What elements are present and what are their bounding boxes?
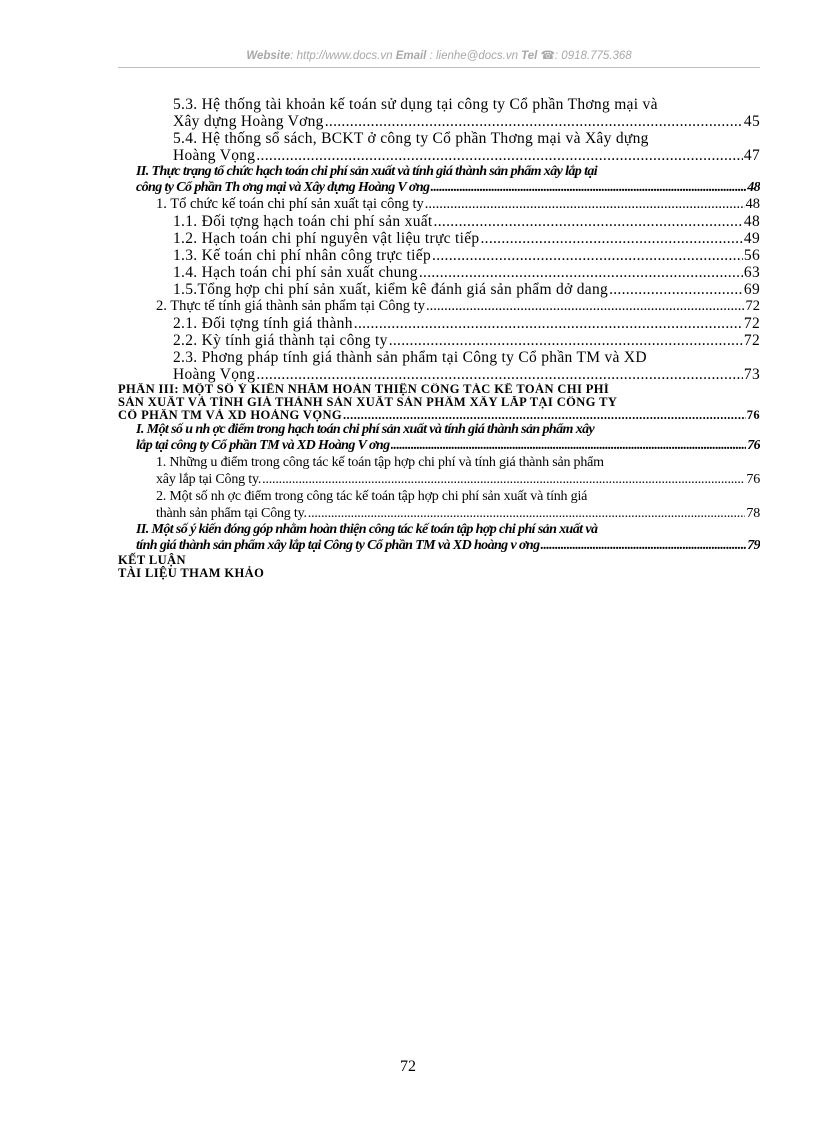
phone-icon: ☎	[540, 50, 555, 62]
website-value: : http://www.docs.vn	[290, 50, 393, 62]
toc-entry-text: 1.1. Đối tợng hạch toán chi phí sản xuất	[173, 213, 433, 230]
dot-leader	[262, 471, 745, 488]
dot-leader	[419, 264, 743, 281]
toc-entry-text: SẢN XUẤT VÀ TÍNH GIÁ THÀNH SẢN XUẤT SẢN PHẨM XÂY LẮP TẠI CÔNG TY	[118, 396, 618, 409]
dot-leader	[434, 213, 743, 230]
toc-entry-text: tính giá thành sản phẩm xây lắp tại Công ty Cổ phần TM và XD hoàng v ơng	[136, 538, 540, 553]
toc-page: 48	[743, 213, 760, 230]
toc-entry-text: Hoàng Vọng	[173, 366, 256, 383]
toc-entry-text: PHẦN III: MỘT SỐ Ý KIẾN NHẰM HOÀN THIỆN CÔNG TÁC KẾ TOÁN CHI PHÍ	[118, 383, 610, 396]
toc-entry-2-1	[136, 315, 760, 332]
toc-entry-iii-1	[136, 454, 760, 488]
toc-entry-1	[136, 196, 760, 213]
dot-leader	[609, 281, 743, 298]
toc-entry-text: I. Một số u nh ợc điểm trong hạch toán chi phí sản xuất và tính giá thành sản phẩm xây	[136, 422, 595, 437]
toc-entry-text: công ty Cổ phần Th ơng mại và Xây dựng Hoàng V ơng	[136, 180, 430, 195]
dot-leader	[391, 438, 747, 454]
toc-entry-2-3	[136, 349, 760, 383]
toc-entry-text: CỔ PHẦN TM VÀ XD HOÀNG VỌNG	[118, 409, 343, 422]
email-value: : lienhe@docs.vn	[429, 50, 518, 62]
table-of-contents	[118, 96, 760, 580]
toc-page: 56	[743, 247, 760, 264]
toc-conclusion: KẾT LUẬN	[118, 553, 186, 567]
toc-entry-text: 1. Những u điểm trong công tác kế toán tập hợp chi phí và tính giá thành sản phẩm	[156, 455, 604, 470]
toc-entry-text: 1.5.Tổng hợp chi phí sản xuất, kiểm kê đánh giá sản phẩm dở dang	[173, 281, 609, 298]
toc-entry-text: Xây dựng Hoàng Vơng	[173, 113, 324, 130]
dot-leader	[432, 247, 743, 264]
dot-leader	[540, 538, 746, 554]
dot-leader	[256, 147, 743, 164]
toc-entry-text: 2.2. Kỳ tính giá thành tại công ty	[173, 332, 388, 349]
toc-entry-text: 2. Thực tế tính giá thành sản phẩm tại Công ty	[156, 298, 425, 314]
toc-page: 69	[743, 281, 760, 298]
toc-section-ii	[136, 164, 760, 196]
dot-leader	[426, 298, 745, 315]
toc-entry-text: 5.3. Hệ thống tài khoản kế toán sử dụng tại công ty Cổ phần Thơng mại và	[173, 96, 658, 113]
toc-entry-text: 1.3. Kế toán chi phí nhân công trực tiếp	[173, 247, 432, 264]
toc-entry-text: 1.4. Hạch toán chi phí sản xuất chung	[173, 264, 418, 281]
dot-leader	[389, 332, 743, 349]
toc-entry-text: II. Thực trạng tổ chức hạch toán chi phí sản xuất và tính giá thành sản phẩm xây lắp tại	[136, 164, 598, 179]
toc-entry-text: 2.1. Đối tợng tính giá thành	[173, 315, 353, 332]
toc-entry-1-5	[136, 281, 760, 298]
toc-part-iii	[118, 383, 760, 422]
dot-leader	[343, 409, 746, 422]
toc-entry-5-3	[136, 96, 760, 130]
toc-page: 45	[743, 113, 760, 130]
toc-entry-1-4	[136, 264, 760, 281]
toc-entry-text: lắp tại công ty Cổ phần TM và XD Hoàng V ơng	[136, 438, 390, 453]
toc-page: 72	[743, 332, 760, 349]
toc-references: TÀI LIỆU THAM KHẢO	[118, 566, 265, 580]
website-label: Website	[246, 50, 291, 62]
toc-entry-5-4	[136, 130, 760, 164]
email-label: Email	[395, 50, 427, 62]
toc-page: 49	[743, 230, 760, 247]
toc-page: 79	[747, 538, 760, 553]
toc-entry-1-3	[136, 247, 760, 264]
toc-page: 76	[747, 438, 760, 453]
toc-entry-iii-2	[136, 488, 760, 522]
toc-entry-text: 5.4. Hệ thống sổ sách, BCKT ở công ty Cổ phần Thơng mại và Xây dựng	[173, 130, 649, 147]
toc-entry-2-2	[136, 332, 760, 349]
toc-entry-text: 1. Tổ chức kế toán chi phí sản xuất tại công ty	[156, 196, 424, 212]
toc-page: 47	[743, 147, 760, 164]
page-header	[118, 48, 760, 68]
toc-page: 76	[746, 472, 760, 487]
toc-entry-1-1	[136, 213, 760, 230]
dot-leader	[425, 196, 745, 213]
toc-page: 73	[743, 366, 760, 383]
dot-leader	[325, 113, 743, 130]
page-number: 72	[400, 1058, 416, 1075]
toc-page: 63	[743, 264, 760, 281]
toc-page: 72	[745, 298, 760, 314]
tel-label: Tel	[521, 50, 538, 62]
dot-leader	[354, 315, 743, 332]
toc-entry-text: xây lắp tại Công ty.	[156, 472, 262, 487]
dot-leader	[308, 505, 746, 522]
toc-entry-text: Hoàng Vọng	[173, 147, 256, 164]
toc-section-iii-1	[136, 422, 760, 454]
dot-leader	[430, 180, 746, 196]
toc-entry-1-2	[136, 230, 760, 247]
toc-page: 76	[746, 409, 760, 422]
tel-value: : 0918.775.368	[554, 50, 632, 62]
toc-page: 48	[747, 180, 760, 195]
toc-page: 48	[745, 196, 760, 212]
toc-entry-2	[136, 298, 760, 315]
dot-leader	[480, 230, 742, 247]
dot-leader	[256, 366, 743, 383]
toc-page: 72	[743, 315, 760, 332]
toc-entry-text: 1.2. Hạch toán chi phí nguyên vật liệu trực tiếp	[173, 230, 480, 247]
toc-entry-text: II. Một số ý kiến đóng góp nhằm hoàn thiện công tác kế toán tập hợp chi phí sản xuất và	[136, 522, 598, 537]
toc-page: 78	[746, 506, 760, 521]
toc-entry-text: thành sản phẩm tại Công ty.	[156, 506, 307, 521]
toc-entry-text: 2.3. Phơng pháp tính giá thành sản phẩm tại Công ty Cổ phần TM và XD	[173, 349, 647, 366]
toc-entry-text: 2. Một số nh ợc điểm trong công tác kế toán tập hợp chi phí sản xuất và tính giá	[156, 489, 588, 504]
toc-section-iii-2	[136, 522, 760, 554]
